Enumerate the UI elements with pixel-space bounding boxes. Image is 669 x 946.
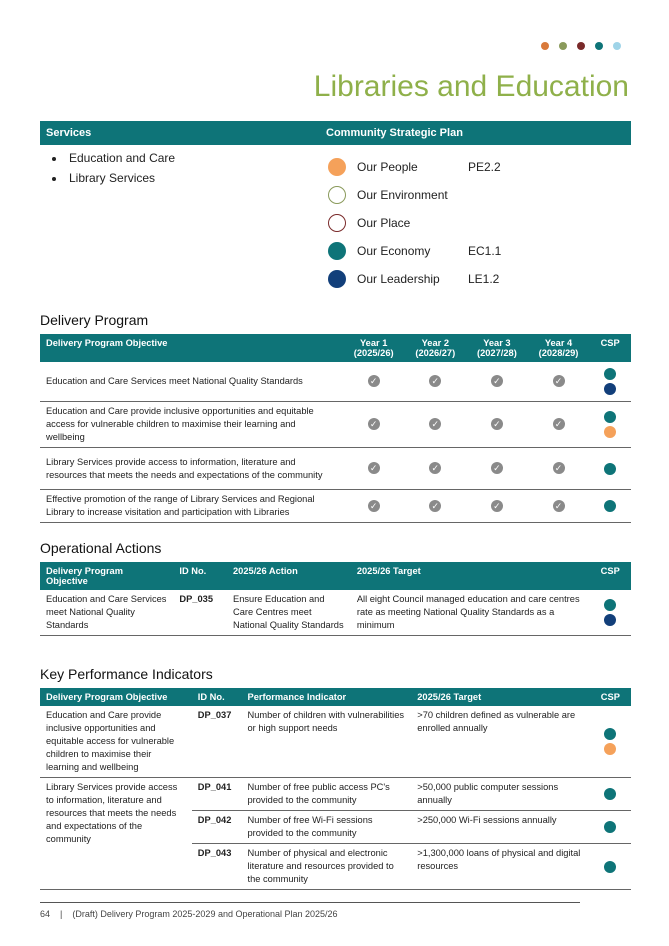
col-csp: CSP bbox=[589, 562, 631, 590]
csp-cell bbox=[590, 778, 631, 811]
csp-cell bbox=[590, 811, 631, 844]
services-list bbox=[48, 151, 175, 191]
check-circle-icon: ✓ bbox=[429, 462, 441, 474]
csp-item bbox=[328, 265, 501, 293]
csp-cell bbox=[589, 590, 631, 636]
csp-item-name: Our Environment bbox=[357, 188, 448, 202]
year-check-cell bbox=[405, 448, 467, 490]
col-id: ID No. bbox=[192, 688, 242, 706]
dot-icon bbox=[613, 42, 621, 50]
csp-circle-icon bbox=[328, 186, 346, 204]
id-cell: DP_043 bbox=[192, 844, 242, 890]
year-check-cell bbox=[466, 402, 528, 448]
check-circle-icon: ✓ bbox=[553, 375, 565, 387]
indicator-cell: Number of free public access PC's provided to the community bbox=[242, 778, 412, 811]
services-header: Services bbox=[40, 121, 320, 145]
csp-cell bbox=[589, 448, 631, 490]
col-target: 2025/26 Target bbox=[351, 562, 590, 590]
target-cell: >70 children defined as vulnerable are enrolled annually bbox=[411, 706, 589, 778]
csp-item-code: LE1.2 bbox=[468, 272, 500, 286]
col-indicator: Performance Indicator bbox=[242, 688, 412, 706]
target-cell: >50,000 public computer sessions annually bbox=[411, 778, 589, 811]
check-circle-icon: ✓ bbox=[491, 462, 503, 474]
footer bbox=[40, 909, 338, 919]
csp-dot-icon bbox=[604, 821, 616, 833]
check-circle-icon: ✓ bbox=[491, 418, 503, 430]
objective-cell: Library Services provide access to information, literature and resources that meets the needs and expectations of the community bbox=[40, 778, 192, 890]
table-row bbox=[40, 362, 631, 402]
csp-dot-icon bbox=[604, 368, 616, 380]
col-year1: Year 1 (2025/26) bbox=[343, 334, 405, 362]
year-check-cell bbox=[405, 362, 467, 402]
col-objective: Delivery Program Objective bbox=[40, 688, 192, 706]
col-id: ID No. bbox=[173, 562, 227, 590]
csp-dot-icon bbox=[604, 728, 616, 740]
csp-item-code: EC1.1 bbox=[468, 244, 502, 258]
check-circle-icon: ✓ bbox=[368, 375, 380, 387]
indicator-cell: Number of physical and electronic literature and resources provided to the community bbox=[242, 844, 412, 890]
check-circle-icon: ✓ bbox=[491, 500, 503, 512]
services-header-bar bbox=[40, 121, 631, 145]
year-check-cell bbox=[343, 402, 405, 448]
footer-text: (Draft) Delivery Program 2025-2029 and Operational Plan 2025/26 bbox=[72, 909, 338, 919]
csp-cell bbox=[589, 402, 631, 448]
csp-circle-icon bbox=[328, 270, 346, 288]
objective-cell: Education and Care Services meet National Quality Standards bbox=[40, 362, 343, 402]
csp-dot-icon bbox=[604, 411, 616, 423]
year-check-cell bbox=[405, 402, 467, 448]
col-action: 2025/26 Action bbox=[227, 562, 351, 590]
objective-cell: Education and Care provide inclusive opportunities and equitable access for vulnerable children to maximise their learning and wellbeing bbox=[40, 402, 343, 448]
objective-cell: Effective promotion of the range of Library Services and Regional Library to increase visitation and participation with Libraries bbox=[40, 490, 343, 523]
check-circle-icon: ✓ bbox=[429, 500, 441, 512]
csp-dot-icon bbox=[604, 500, 616, 512]
csp-dot-icon bbox=[604, 743, 616, 755]
csp-cell bbox=[589, 362, 631, 402]
decorative-dots bbox=[541, 42, 621, 50]
target-cell: All eight Council managed education and care centres rate as meeting National Quality Standards as a minimum bbox=[351, 590, 590, 636]
kpi-heading: Key Performance Indicators bbox=[40, 666, 213, 682]
dot-icon bbox=[541, 42, 549, 50]
col-csp: CSP bbox=[589, 334, 631, 362]
csp-item-code: PE2.2 bbox=[468, 160, 501, 174]
dot-icon bbox=[595, 42, 603, 50]
year-check-cell bbox=[528, 448, 590, 490]
check-circle-icon: ✓ bbox=[491, 375, 503, 387]
year-check-cell bbox=[466, 490, 528, 523]
col-year2: Year 2 (2026/27) bbox=[405, 334, 467, 362]
service-item: • Library Services bbox=[66, 171, 175, 185]
objective-cell: Library Services provide access to information, literature and resources that meets the needs and expectations of the community bbox=[40, 448, 343, 490]
check-circle-icon: ✓ bbox=[368, 500, 380, 512]
csp-item bbox=[328, 181, 501, 209]
csp-cell bbox=[590, 844, 631, 890]
csp-circle-icon bbox=[328, 158, 346, 176]
csp-circle-icon bbox=[328, 242, 346, 260]
csp-cell bbox=[589, 490, 631, 523]
check-circle-icon: ✓ bbox=[429, 418, 441, 430]
col-target: 2025/26 Target bbox=[411, 688, 589, 706]
csp-item-name: Our Leadership bbox=[357, 272, 440, 286]
table-row bbox=[40, 778, 631, 811]
col-year4: Year 4 (2028/29) bbox=[528, 334, 590, 362]
table-row bbox=[40, 590, 631, 636]
csp-header: Community Strategic Plan bbox=[320, 121, 631, 145]
table-row bbox=[40, 402, 631, 448]
csp-dot-icon bbox=[604, 599, 616, 611]
csp-cell bbox=[590, 706, 631, 778]
operational-actions-table bbox=[40, 562, 631, 636]
delivery-program-heading: Delivery Program bbox=[40, 312, 149, 328]
year-check-cell bbox=[343, 362, 405, 402]
check-circle-icon: ✓ bbox=[553, 500, 565, 512]
check-circle-icon: ✓ bbox=[553, 418, 565, 430]
table-row bbox=[40, 448, 631, 490]
csp-item-name: Our People bbox=[357, 160, 418, 174]
csp-item bbox=[328, 237, 501, 265]
csp-dot-icon bbox=[604, 426, 616, 438]
kpi-table bbox=[40, 688, 631, 890]
check-circle-icon: ✓ bbox=[553, 462, 565, 474]
csp-item bbox=[328, 209, 501, 237]
csp-circle-icon bbox=[328, 214, 346, 232]
col-csp: CSP bbox=[590, 688, 631, 706]
id-cell: DP_037 bbox=[192, 706, 242, 778]
csp-dot-icon bbox=[604, 788, 616, 800]
csp-item-name: Our Economy bbox=[357, 244, 431, 258]
indicator-cell: Number of free Wi-Fi sessions provided to the community bbox=[242, 811, 412, 844]
operational-actions-heading: Operational Actions bbox=[40, 540, 162, 556]
csp-dot-icon bbox=[604, 383, 616, 395]
year-check-cell bbox=[528, 402, 590, 448]
col-objective: Delivery Program Objective bbox=[40, 334, 343, 362]
delivery-program-table bbox=[40, 334, 631, 523]
check-circle-icon: ✓ bbox=[368, 418, 380, 430]
target-cell: >250,000 Wi-Fi sessions annually bbox=[411, 811, 589, 844]
footer-separator: | bbox=[60, 909, 63, 919]
id-cell: DP_042 bbox=[192, 811, 242, 844]
action-cell: Ensure Education and Care Centres meet National Quality Standards bbox=[227, 590, 351, 636]
year-check-cell bbox=[466, 448, 528, 490]
year-check-cell bbox=[405, 490, 467, 523]
year-check-cell bbox=[343, 448, 405, 490]
csp-dot-icon bbox=[604, 463, 616, 475]
objective-cell: Education and Care Services meet National Quality Standards bbox=[40, 590, 173, 636]
csp-dot-icon bbox=[604, 861, 616, 873]
csp-list bbox=[328, 153, 501, 293]
check-circle-icon: ✓ bbox=[368, 462, 380, 474]
target-cell: >1,300,000 loans of physical and digital resources bbox=[411, 844, 589, 890]
table-row bbox=[40, 706, 631, 778]
year-check-cell bbox=[528, 490, 590, 523]
indicator-cell: Number of children with vulnerabilities or high support needs bbox=[242, 706, 412, 778]
year-check-cell bbox=[343, 490, 405, 523]
year-check-cell bbox=[528, 362, 590, 402]
col-objective: Delivery Program Objective bbox=[40, 562, 173, 590]
page-title: Libraries and Education bbox=[313, 70, 629, 103]
table-row bbox=[40, 490, 631, 523]
col-year3: Year 3 (2027/28) bbox=[466, 334, 528, 362]
dot-icon bbox=[559, 42, 567, 50]
year-check-cell bbox=[466, 362, 528, 402]
footer-divider bbox=[40, 902, 580, 903]
csp-item-name: Our Place bbox=[357, 216, 411, 230]
id-cell: DP_041 bbox=[192, 778, 242, 811]
service-item: • Education and Care bbox=[66, 151, 175, 165]
objective-cell: Education and Care provide inclusive opportunities and equitable access for vulnerable children to maximise their learning and wellbeing bbox=[40, 706, 192, 778]
dot-icon bbox=[577, 42, 585, 50]
csp-dot-icon bbox=[604, 614, 616, 626]
csp-item bbox=[328, 153, 501, 181]
check-circle-icon: ✓ bbox=[429, 375, 441, 387]
page-number: 64 bbox=[40, 909, 51, 919]
id-cell: DP_035 bbox=[173, 590, 227, 636]
